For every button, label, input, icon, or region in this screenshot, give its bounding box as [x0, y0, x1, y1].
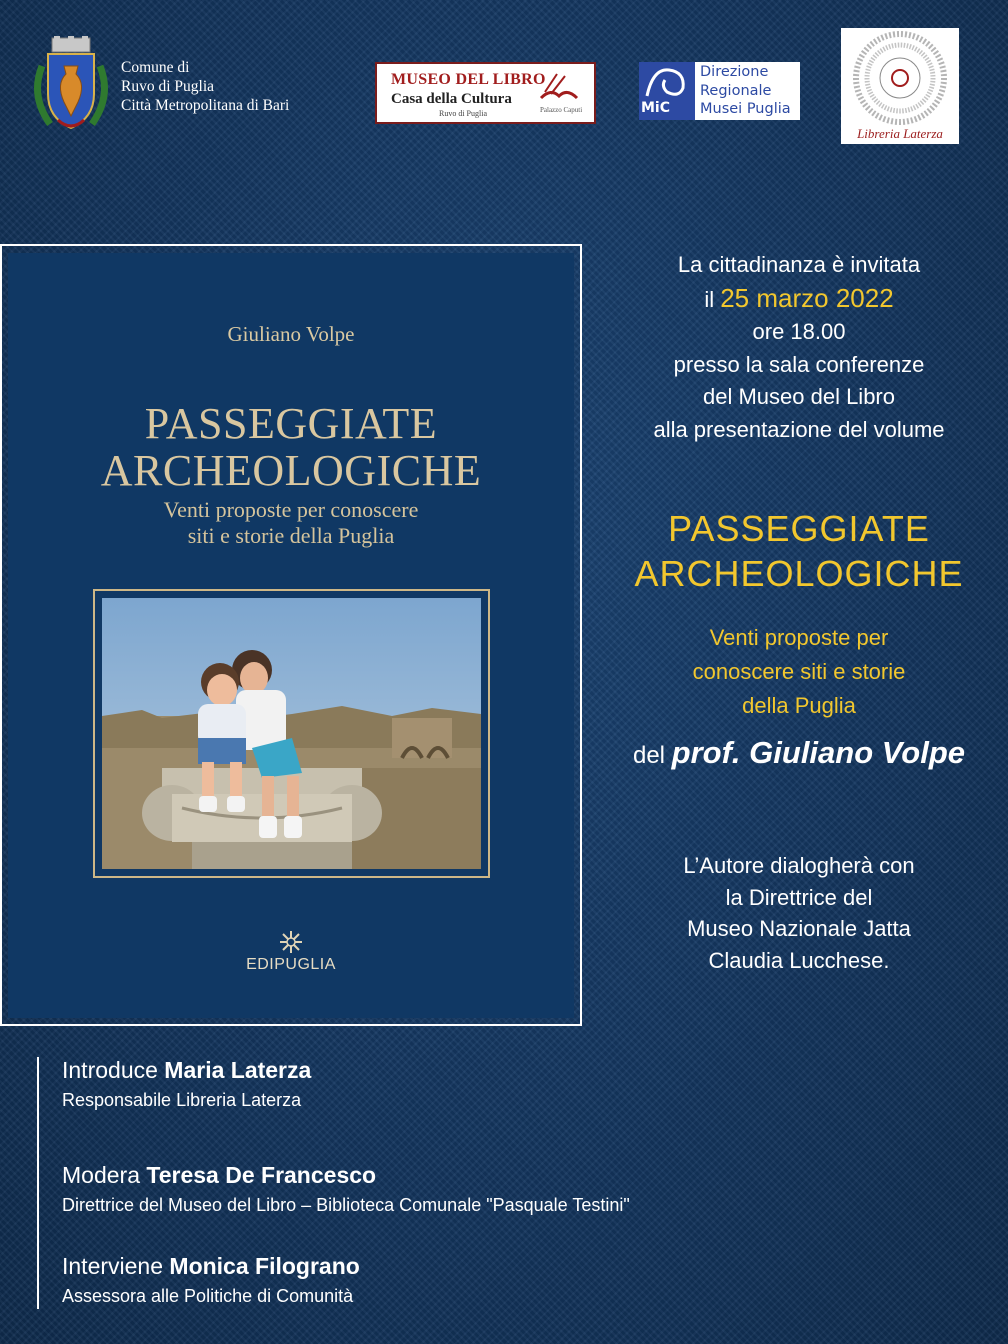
- museo-logo-title: MUSEO DEL LIBRO: [391, 71, 546, 88]
- comune-line: Comune di: [121, 59, 190, 76]
- speaker-role: Interviene: [62, 1253, 170, 1279]
- speaker-role-interviene: [62, 1253, 360, 1280]
- event-subtitle: [590, 621, 1008, 723]
- speaker-name: Monica Filograno: [169, 1253, 360, 1279]
- event-time: ore 18.00: [752, 319, 846, 344]
- comune-line: Città Metropolitana di Bari: [121, 97, 290, 114]
- open-book-icon: [537, 70, 581, 104]
- museo-logo-palazzo: Palazzo Caputi: [540, 106, 583, 114]
- cover-title: [0, 400, 582, 494]
- invitation-line: alla presentazione del volume: [653, 416, 945, 442]
- cover-publisher: EDIPUGLIA: [246, 956, 336, 973]
- cover-title-line: PASSEGGIATE: [144, 399, 438, 448]
- invitation-line: del Museo del Libro: [702, 384, 895, 409]
- date-prefix: il: [704, 286, 721, 312]
- comune-line: Ruvo di Puglia: [121, 78, 215, 95]
- mic-emblem-icon: [639, 62, 695, 102]
- mic-badge-text: MiC: [641, 100, 671, 116]
- cover-subtitle: [0, 497, 582, 549]
- mic-logo-line: Musei Puglia: [700, 101, 791, 117]
- speaker-role-introduce: [62, 1057, 311, 1084]
- dialog-line: Museo Nazionale Jatta: [687, 916, 911, 941]
- dialog-line: L’Autore dialogherà con: [683, 853, 915, 878]
- dialog-line: Claudia Lucchese.: [708, 947, 890, 973]
- ruvo-coat-of-arms-icon: [28, 36, 114, 136]
- speaker-desc: Responsabile Libreria Laterza: [62, 1090, 302, 1110]
- invitation-block: [590, 249, 1008, 446]
- speaker-role: Introduce: [62, 1057, 165, 1083]
- speaker-name: Maria Laterza: [164, 1057, 312, 1083]
- museo-logo-place: Ruvo di Puglia: [439, 109, 488, 118]
- mic-logo-line: Regionale: [700, 82, 772, 99]
- speakers-divider: [37, 1057, 39, 1309]
- event-subtitle-line: della Puglia: [742, 693, 856, 718]
- speaker-desc: Direttrice del Museo del Libro – Biblioteca Comunale "Pasquale Testini": [62, 1195, 630, 1215]
- author-name: prof. Giuliano Volpe: [671, 735, 966, 770]
- comune-label: [121, 58, 289, 115]
- cover-photo: [102, 598, 481, 869]
- edipuglia-star-icon: [279, 930, 303, 954]
- laterza-logo-name: Libreria Laterza: [857, 126, 943, 141]
- speaker-name: Teresa De Francesco: [146, 1162, 377, 1188]
- museo-logo-subtitle: Casa della Cultura: [391, 91, 512, 107]
- dialog-block: [590, 850, 1008, 976]
- speaker-role: Modera: [62, 1162, 147, 1188]
- event-title: [590, 506, 1008, 596]
- children-on-ruins-photo: [102, 598, 481, 869]
- invitation-date-line: [590, 282, 1008, 317]
- event-subtitle-line: conoscere siti e storie: [692, 659, 906, 684]
- event-subtitle-line: Venti proposte per: [709, 625, 889, 650]
- author-prefix: del: [632, 742, 672, 769]
- invitation-line: presso la sala conferenze: [673, 351, 925, 377]
- mic-direzione-musei-logo: [639, 62, 800, 120]
- museo-del-libro-logo: [375, 62, 596, 124]
- cover-subtitle-line: Venti proposte per conoscere: [163, 497, 419, 522]
- invitation-line: La cittadinanza è invitata: [677, 252, 921, 277]
- event-title-line: ARCHEOLOGICHE: [634, 553, 964, 594]
- dialog-line: la Direttrice del: [725, 884, 873, 910]
- cover-subtitle-line: siti e storie della Puglia: [187, 523, 395, 548]
- libreria-laterza-logo: [841, 28, 959, 144]
- speaker-desc: Assessora alle Politiche di Comunità: [62, 1286, 354, 1306]
- mic-logo-text: [700, 63, 791, 119]
- mic-logo-line: Direzione: [700, 64, 769, 80]
- event-title-line: PASSEGGIATE: [668, 508, 930, 549]
- speaker-role-modera: [62, 1162, 376, 1189]
- event-date: 25 marzo 2022: [720, 282, 894, 313]
- event-author: [590, 735, 1008, 771]
- cover-author: Giuliano Volpe: [227, 322, 355, 346]
- cover-title-line: ARCHEOLOGICHE: [100, 446, 482, 495]
- mic-badge: [639, 62, 695, 120]
- laterza-seal-icon: [841, 28, 959, 126]
